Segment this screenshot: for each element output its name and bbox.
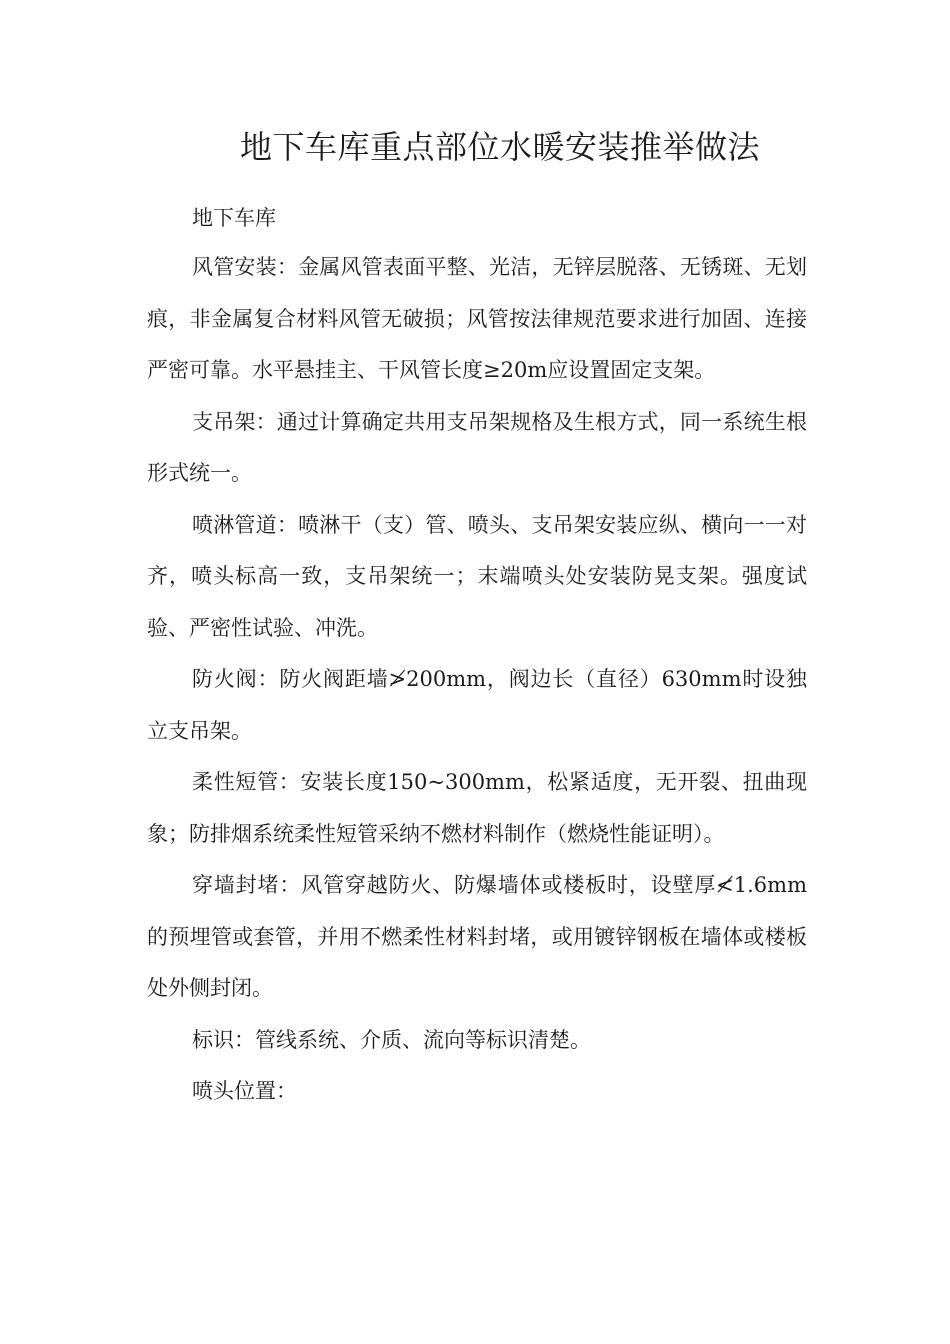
paragraph-labeling: 标识：管线系统、介质、流向等标识清楚。: [192, 1027, 591, 1052]
document-title: 地下车库重点部位水暖安装推举做法: [240, 128, 761, 166]
paragraph-duct-installation: 风管安装：金属风管表面平整、光洁，无锌层脱落、无锈斑、无划痕，非金属复合材料风管无破损；风管按法律规范要求进行加固、连接严密可靠。水平悬挂主、干风管长度≥20m应设置固定支架。: [147, 255, 807, 382]
paragraph-wall-penetration-sealing: 穿墙封堵：风管穿越防火、防爆墙体或楼板时，设壁厚≮1.6mm的预埋管或套管，并用不燃柔性材料封堵，或用镀锌钢板在墙体或楼板处外侧封闭。: [147, 873, 807, 1000]
paragraph-fire-damper: 防火阀：防火阀距墙≯200mm，阀边长（直径）630mm时设独立支吊架。: [147, 667, 807, 743]
paragraph-sprinkler-piping: 喷淋管道：喷淋干（支）管、喷头、支吊架安装应纵、横向一一对齐，喷头标高一致，支吊架统一；末端喷头处安装防晃支架。强度试验、严密性试验、冲洗。: [147, 512, 807, 640]
paragraph-flexible-connector: 柔性短管：安装长度150~300mm，松紧适度，无开裂、扭曲现象；防排烟系统柔性短管采纳不燃材料制作（燃烧性能证明）。: [147, 770, 807, 846]
paragraph-sprinkler-head-position: 喷头位置：: [192, 1079, 297, 1103]
paragraph-supports-hangers: 支吊架：通过计算确定共用支吊架规格及生根方式，同一系统生根形式统一。: [147, 409, 807, 485]
section-heading: 地下车库: [192, 206, 276, 230]
document-body: [147, 242, 807, 1118]
